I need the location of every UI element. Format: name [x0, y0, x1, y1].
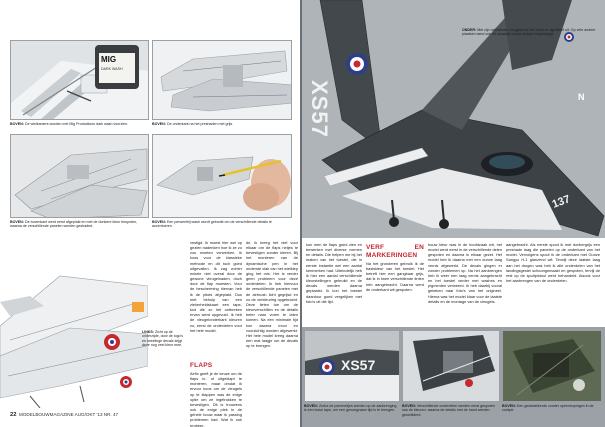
tail-number-decal: 137	[550, 193, 572, 211]
caption-text: Zodra de pommeltjes werden op de aanbrenging is een losse tape, om een genoegzaam tijd in te brengen.	[304, 404, 397, 413]
photo-upper-surface	[10, 134, 149, 218]
caption-text: Verschillende onderdelen werden eerst gespoten van de kleuren, waarna de details met de hand werden geschilderd.	[402, 404, 495, 417]
caption-text: Een gedetailleerde zonder opeenhopingen in de cockpit.	[502, 404, 594, 413]
wheel-bays-image	[11, 41, 149, 120]
page-number: 22	[10, 412, 17, 418]
caption-label: BOVEN:	[304, 404, 318, 408]
caption-label: LINKS:	[142, 330, 154, 334]
caption-text: Een penseelbij wash wordt gebruikt om de verschillende details te accentueren.	[152, 220, 272, 229]
caption-text: De bovenkant werd eerst afgeplakt en met de donkere kleur bespoten, waarna de verschillende panelen werden geshaded.	[10, 220, 138, 229]
caption-text: Met zijn opklapbare vleugels kan de Vixen er agressief uit. Op vele andere plaatsen werd ook dit spraakje mooie stukjes toegevoegd.	[462, 28, 596, 37]
caption-label: BOVEN:	[502, 404, 516, 408]
bottom-cockpit-image	[503, 331, 602, 402]
caption-text: De wielkamers worden met Mig Productions dark wash voorzien.	[24, 122, 129, 126]
brush-wash-image	[153, 135, 292, 218]
column-text: aangebracht. Als eerste spoot ik met donkergrijs een preshade laag die panelen op de onderkant van het model. Vervolgens spoot ik de onderkant met Gunze Sangyo H-1 glanzend wit. Terwijl deze laatste laag aan het drogen was heb ik alle onderdelen van het landingsgestel schoongemaakt en gespoten, tervijl de rest op de spuitpistool werd behandeld. Alsook voor het aanbrengen van de onderdelen.	[506, 242, 600, 284]
article-column-flaps	[190, 360, 242, 427]
caption-text: Zicht op de onderzijde, door de logo's en tweelinge decals krijgt deze nog veel kleur mee.	[142, 330, 184, 348]
photo-wheel-bays	[10, 40, 149, 120]
wing-code-decal: N	[578, 92, 585, 102]
underside-preshade-image	[153, 41, 292, 120]
caption-text: De onderkant na het preshaden met grijs.	[166, 122, 234, 126]
subhead-flaps: FLAPS	[190, 362, 213, 369]
column-text: Airfix geeft je de keuze om de flaps in- of uitgeklapt te monteren, maar omdat ik ervoor koos om de vleugels op te klappen was de enige optie om ze ingetrokken te bevestigen. Dit is trouwens ook de enige plek in de gehele bouw waar ik passing problemen had. Wat ik ook probeer-	[190, 371, 242, 427]
caption-mid-left	[10, 220, 149, 229]
issue-label: MODELBOUWMAGAZINE AUG/OKT '13 NR. 47	[19, 412, 119, 417]
caption-links	[142, 330, 186, 348]
caption-mid-right	[152, 220, 292, 229]
article-column-2	[246, 240, 298, 408]
left-page	[0, 0, 300, 427]
column-text: kon men de flaps goed zien en bewerken met diverse vormen en details. Die helpen me bij het maken van het toestel, die in eerste instantie wel een aantal kenmerken had. Uiteindelijk heb ik hier een aantal verschillende kleurstellingen gebruikt en de decals werden daarna geplaatst. Ik kon het toestel daardoor goed vergelijken met foto's uit die tijd.	[306, 242, 362, 304]
mig-product-label: DARK WASH	[101, 67, 123, 71]
caption-label: ONDER:	[462, 28, 477, 32]
caption-bottom-c	[502, 404, 602, 413]
caption-label: BOVEN:	[10, 122, 24, 126]
folio	[10, 412, 118, 418]
column-text: bouw kleur was in de hoofdzaak wit, het model werd eerst in de verschillende delen gespoten en daarna in elkaar gezet. Het model heb ik daarna met een dunne laag vernis afgewerkt. De decals gingen er zonder problemen op. Na het aanbrengen heb ik weer een laag vernis aangebracht en het toestel verder met washes en pigmenten verweerd. Ik heb daarbij vooral gekeken naar foto's van het origineel. Hierna was het model klaar voor de laatste details en de montage van de vleugels.	[428, 242, 502, 304]
photo-underside-preshade	[152, 40, 292, 120]
caption-label: BOVEN:	[402, 404, 416, 408]
caption-bottom-b	[402, 404, 500, 417]
caption-label: BOVEN:	[10, 220, 24, 224]
fuselage-code-decal: XS57	[307, 80, 332, 138]
caption-top-left	[10, 122, 149, 126]
subhead-markings: VERF EN MARKERINGEN	[366, 244, 424, 259]
article-column-5	[506, 242, 600, 322]
photo-underside-model	[0, 236, 148, 408]
mig-brand-label: MIG	[101, 55, 117, 64]
article-column-1	[190, 240, 242, 333]
caption-label: BOVEN:	[152, 220, 166, 224]
column-text: de, ik kreeg het niet voor elkaar om de flaps netjes te bevestigen zonder kieren. Bij het monteren van de dynamische pen in het onderste vlak van het wielklep ging het mis. Het is verder geen probleem voor deze onderdelen. Ik heb hiervoor de verschillende panelen met de airbrush licht gegrijsd en zo de verkleuring opgebracht. Deze lieten toe om de kleurverschillen en de details beter naar voren te laten komen. Na een minimale tijd kon daarna mooi en voorzichtig worden afgewerkt. Het hele model kreeg daarna een mat laagje om de decals op te brengen.	[246, 240, 298, 349]
column-text: Na het gronderen gebruik ik de basiskleur van het toestel. Het betreft hier een gangbaar grijs, dat ik in twee verschillende tinten heb aangebracht. Daarna werd de onderkant wit gespoten.	[366, 261, 424, 292]
column-text: vestigd. Ik moest hier wel op gezien nadenken hoe ik ze zo zou moeten verwerken. Ik koos voor de klassieke methode en dit toch goed uitgevallen. Ik zag echter enkele niet overal door de gewone vleugelnaden, doch door de flap moesten. Voor de bescherming hiervan heb ik de pitots afgeplakt. Dus met behulp van een ziekerheidskaart een tape-tool die zo het ontbreken ervan werd opgevuld. Ik heb de vleugelonderkant kleuren zo, eerst de onderdelen voor het hele model.	[190, 240, 242, 333]
bottom-detail-image	[403, 331, 500, 402]
photo-bottom-fuselage	[304, 330, 400, 402]
caption-label: BOVEN:	[152, 122, 166, 126]
upper-surface-image	[11, 135, 149, 218]
article-column-3b	[366, 242, 424, 322]
underside-model-image	[0, 236, 148, 408]
caption-top-right	[152, 122, 292, 126]
caption-bottom-a	[304, 404, 400, 413]
bottom-fuselage-code: XS57	[341, 357, 376, 373]
article-column-4	[428, 242, 502, 322]
photo-bottom-cockpit	[502, 330, 602, 402]
caption-top-photo-right	[462, 28, 602, 37]
right-page	[302, 0, 605, 427]
article-column-3	[306, 242, 362, 322]
photo-brush-wash	[152, 134, 292, 218]
photo-bottom-detail	[402, 330, 500, 402]
